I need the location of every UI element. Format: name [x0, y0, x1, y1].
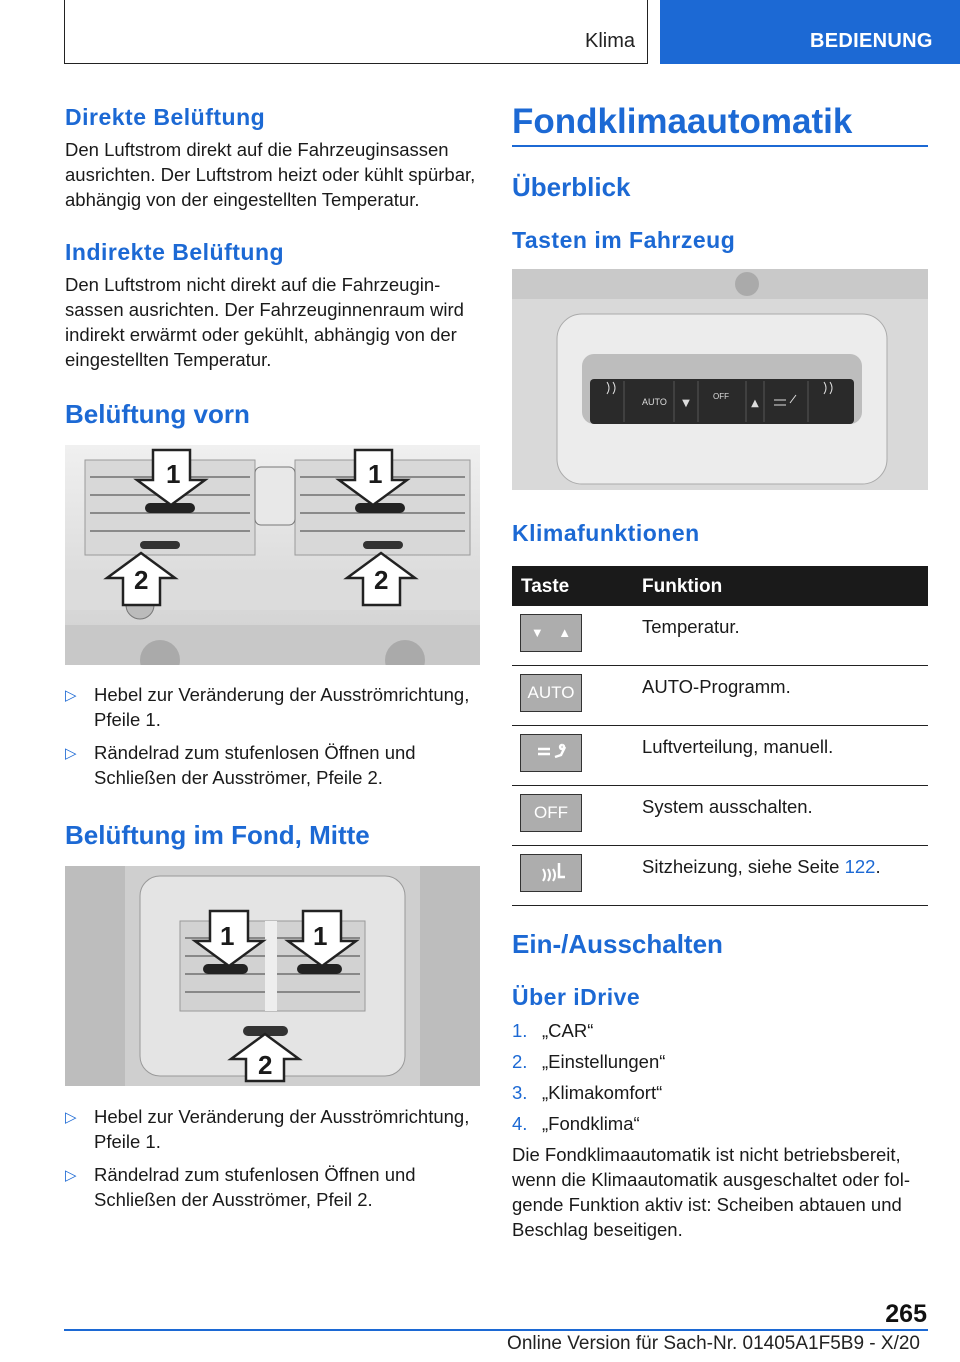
list-item: 3. „Klimakomfort“: [512, 1082, 663, 1103]
direct-ventilation-heading: Direkte Belüftung: [65, 104, 266, 130]
idrive-steps: [512, 1015, 928, 1139]
page-link[interactable]: 122: [844, 856, 876, 877]
list-item: ▷ Hebel zur Veränderung der Ausströmrichtung, Pfeile 1.: [65, 1106, 470, 1152]
heading-rule: [512, 145, 928, 147]
table-row: [512, 666, 928, 726]
direct-ventilation-text: Den Luftstrom direkt auf die Fahrzeuginsassen ausrichten. Der Luftstrom heizt oder kühlt spürbar, abhängig von der eingestellten Temperatur.: [65, 139, 476, 210]
arrow-label: 1: [313, 921, 328, 951]
temperature-arrows-icon: ▼ ▲: [520, 614, 582, 652]
footer-rule: [64, 1329, 928, 1331]
function-text: Sitzheizung, siehe Seite 122.: [642, 856, 881, 877]
idrive-heading: Über iDrive: [512, 984, 641, 1010]
arrow-label: 2: [134, 565, 149, 595]
triangle-bullet-icon: ▷: [65, 1167, 77, 1184]
arrow-label: 2: [374, 565, 389, 595]
front-vents-photo: [65, 445, 480, 665]
onoff-heading: Ein-/Ausschalten: [512, 929, 723, 959]
functions-heading: Klimafunktionen: [512, 520, 700, 546]
arrow-label: 1: [220, 921, 235, 951]
page-number: 265: [885, 1300, 927, 1328]
column-header-function: Funktion: [642, 576, 723, 597]
table-row: [512, 606, 928, 666]
auto-key-icon: AUTO: [520, 674, 582, 712]
functions-heading-block: [512, 520, 928, 547]
table-header: [512, 566, 928, 606]
header-frame: [64, 0, 648, 64]
triangle-bullet-icon: ▷: [65, 1109, 77, 1126]
rear-control-panel-photo: [512, 269, 928, 490]
svg-text:▲: ▲: [751, 398, 759, 409]
arrow-label: 1: [368, 459, 383, 489]
overview-block: [512, 172, 928, 254]
table-row: [512, 846, 928, 906]
column-header-key: Taste: [521, 576, 570, 597]
svg-text:▼: ▼: [682, 398, 690, 409]
front-bullets: [65, 682, 481, 851]
footer-text: Online Version für Sach-Nr. 01405A1F5B9 - X/20: [507, 1333, 920, 1354]
table-row: [512, 726, 928, 786]
overview-heading: Überblick: [512, 172, 631, 202]
air-distribution-icon: [520, 734, 582, 772]
functions-table: [512, 566, 928, 906]
seat-heating-icon: [520, 854, 582, 892]
chapter-tab[interactable]: BEDIENUNG: [660, 0, 960, 64]
list-item: 4. „Fondklima“: [512, 1113, 640, 1134]
triangle-bullet-icon: ▷: [65, 745, 77, 762]
left-column: [65, 104, 481, 430]
table-row: [512, 786, 928, 846]
list-item: ▷ Rändelrad zum stufenlosen Öffnen und Schließen der Ausströmer, Pfeil 2.: [65, 1164, 416, 1210]
page-main-heading: Fondklimaautomatik: [512, 102, 853, 141]
rear-ventilation-heading: Belüftung im Fond, Mitte: [65, 820, 370, 850]
section-title: Klima: [584, 30, 635, 52]
function-text: Luftverteilung, manuell.: [642, 736, 834, 757]
indirect-ventilation-text: Den Luftstrom nicht direkt auf die Fahrzeuginsassen ausrichten. Der Fahrzeuginnenraum wird indirekt erwärmt oder gekühlt, abhängig von der eingestellten Temperatur.: [65, 274, 464, 370]
panel-auto-label: AUTO: [642, 397, 667, 407]
arrow-label: 2: [258, 1050, 273, 1080]
onoff-note: Die Fondklimaautomatik ist nicht betriebsbereit, wenn die Klimaautomatik ausgeschaltet oder folgende Funktion aktiv ist: Scheiben abtauen und Beschlag beseitigen.: [512, 1144, 910, 1240]
rear-bullets: [65, 1104, 481, 1220]
panel-off-label: OFF: [713, 392, 729, 401]
function-text: AUTO-Programm.: [642, 676, 791, 697]
indirect-ventilation-heading: Indirekte Belüftung: [65, 239, 285, 265]
off-key-icon: OFF: [520, 794, 582, 832]
front-ventilation-heading: Belüftung vorn: [65, 399, 250, 429]
onoff-block: [512, 929, 928, 1242]
rear-vents-photo: [65, 866, 480, 1086]
function-text: System ausschalten.: [642, 796, 813, 817]
list-item: 2. „Einstellungen“: [512, 1051, 666, 1072]
right-column-top: [512, 102, 928, 142]
list-item: 1. „CAR“: [512, 1020, 594, 1041]
triangle-bullet-icon: ▷: [65, 687, 77, 704]
list-item: ▷ Rändelrad zum stufenlosen Öffnen und Schließen der Ausströmer, Pfeile 2.: [65, 742, 416, 788]
list-item: ▷ Hebel zur Veränderung der Ausströmrichtung, Pfeile 1.: [65, 684, 470, 730]
function-text: Temperatur.: [642, 616, 740, 637]
arrow-label: 1: [166, 459, 181, 489]
buttons-heading: Tasten im Fahrzeug: [512, 227, 736, 253]
